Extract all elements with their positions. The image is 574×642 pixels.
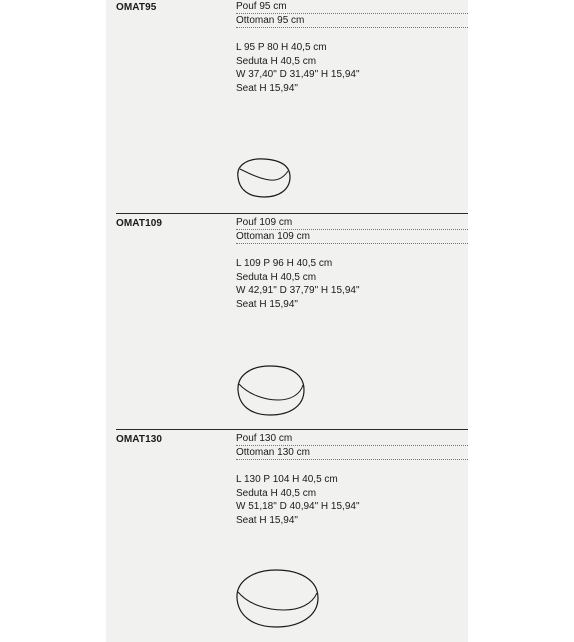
ottoman-size-label: Ottoman 109 cm xyxy=(236,231,468,244)
spec-line-dimensions-cm: L 109 P 96 H 40,5 cm xyxy=(236,258,333,269)
spec-line-seat-in: Seat H 15,94" xyxy=(236,514,298,526)
code-divider xyxy=(116,213,238,214)
spec-line-seat-cm: Seduta H 40,5 cm xyxy=(236,271,317,283)
code-divider xyxy=(116,429,238,430)
spec-line-dimensions-in: W 51,18" D 40,94" H 15,94" xyxy=(236,501,360,512)
spec-line-seat-in: Seat H 15,94" xyxy=(236,298,298,310)
spec-line-dimensions-in: W 37,40" D 31,49" H 15,94" xyxy=(236,69,360,80)
spec-line-seat-in: Seat H 15,94" xyxy=(236,82,298,94)
spec-sheet xyxy=(106,0,468,642)
ottoman-size-label: Ottoman 130 cm xyxy=(236,447,468,460)
section-divider xyxy=(236,213,468,214)
spec-line-seat-cm: Seduta H 40,5 cm xyxy=(236,487,317,499)
spec-line-dimensions-cm: L 95 P 80 H 40,5 cm xyxy=(236,42,327,53)
pouf-size-label: Pouf 109 cm xyxy=(236,217,468,230)
dimension-specs xyxy=(236,41,468,95)
pouf-outline-large-icon xyxy=(232,564,324,632)
pouf-outline-medium-icon xyxy=(234,360,310,420)
section-divider xyxy=(236,429,468,430)
product-code: OMAT109 xyxy=(116,218,163,229)
pouf-outline-small-icon xyxy=(234,155,298,201)
product-code: OMAT130 xyxy=(116,434,163,445)
ottoman-size-label: Ottoman 95 cm xyxy=(236,15,468,28)
spec-line-dimensions-cm: L 130 P 104 H 40,5 cm xyxy=(236,474,338,485)
spec-line-seat-cm: Seduta H 40,5 cm xyxy=(236,55,317,67)
pouf-size-label: Pouf 130 cm xyxy=(236,433,468,446)
dimension-specs xyxy=(236,473,468,527)
spec-line-dimensions-in: W 42,91" D 37,79" H 15,94" xyxy=(236,285,360,296)
product-code: OMAT95 xyxy=(116,2,157,13)
dimension-specs xyxy=(236,257,468,311)
pouf-size-label: Pouf 95 cm xyxy=(236,1,468,14)
